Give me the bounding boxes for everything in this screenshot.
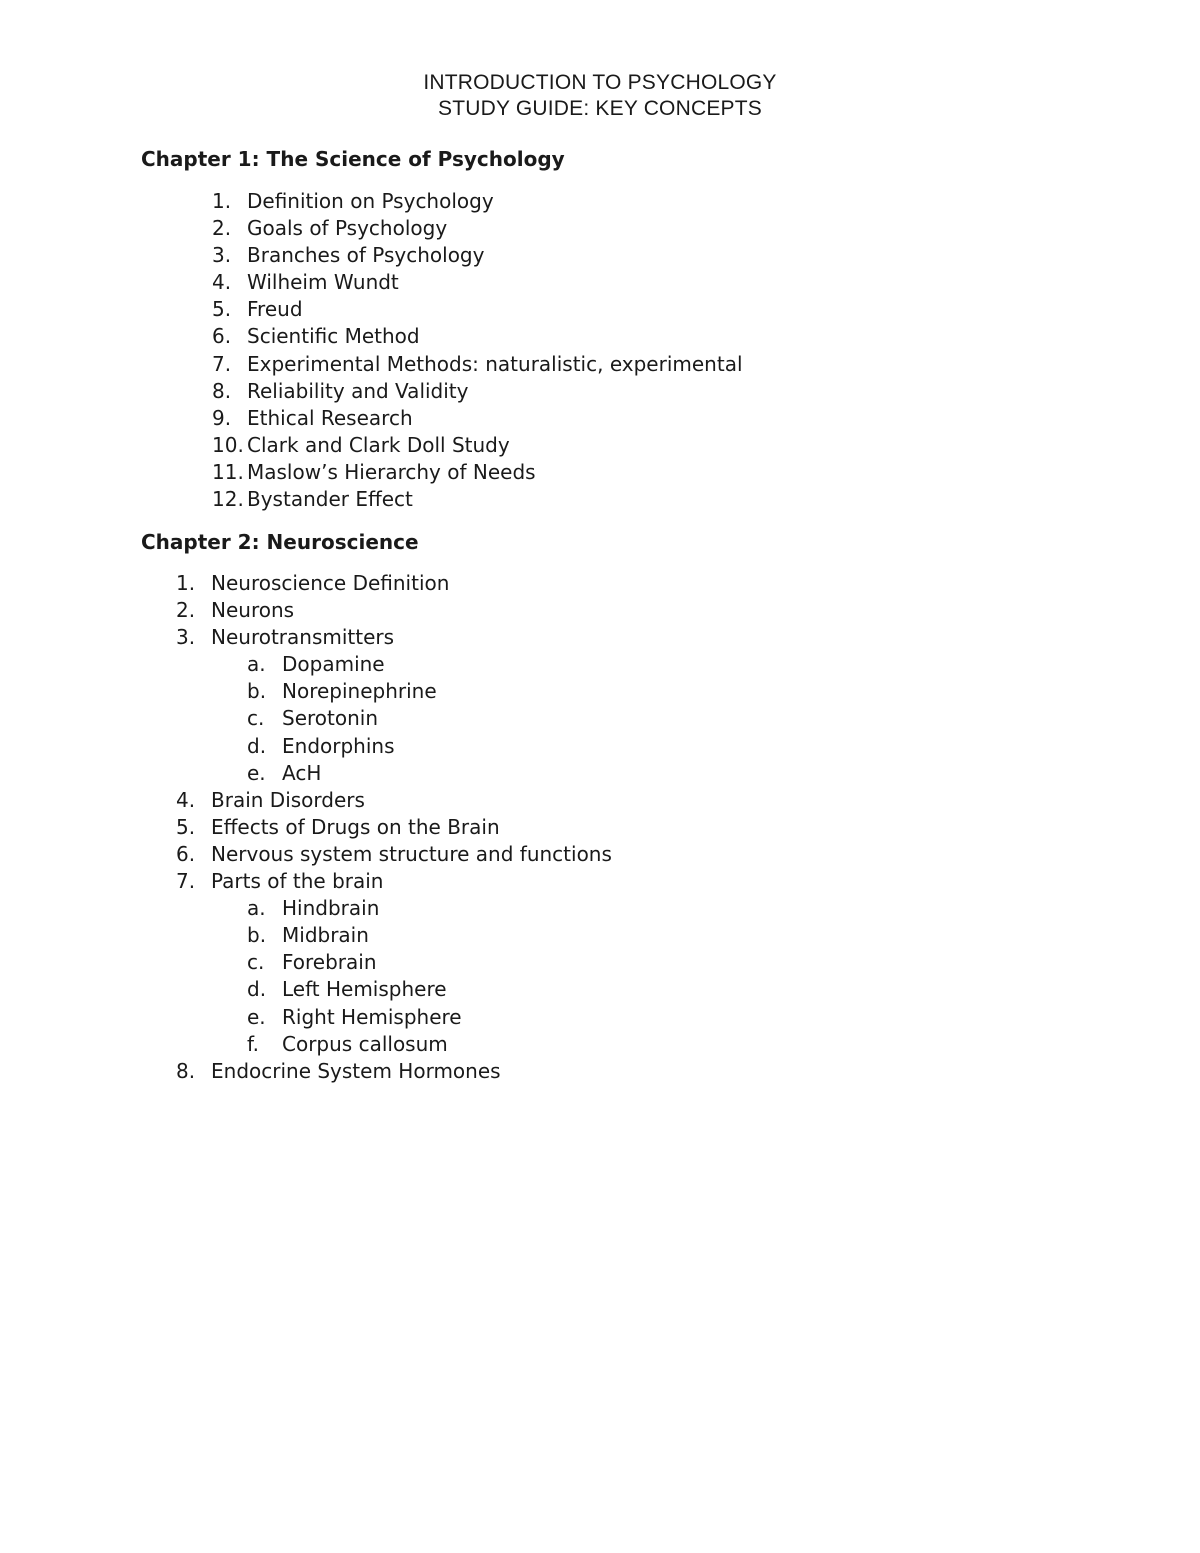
list-item-text: Ethical Research [247, 405, 413, 430]
list-item-text: Clark and Clark Doll Study [247, 432, 510, 457]
sublist-item-text: Dopamine [282, 652, 385, 677]
document-title-line-2: STUDY GUIDE: KEY CONCEPTS [438, 97, 762, 120]
list-item-text: Neurons [211, 598, 295, 623]
list-marker: 1. [176, 571, 196, 595]
list-marker: 2. [176, 598, 196, 623]
sublist-marker: b. [247, 679, 267, 704]
chapter-2-heading: Chapter 2: Neuroscience [141, 530, 419, 554]
chapter-1-heading: Chapter 1: The Science of Psychology [141, 147, 565, 171]
sublist-marker: f. [247, 1031, 259, 1056]
list-marker: 9. [212, 405, 232, 430]
sublist-item-text: Serotonin [282, 706, 379, 731]
sublist-marker: a. [247, 652, 266, 677]
list-marker: 1. [212, 189, 232, 213]
list-marker: 7. [176, 869, 196, 894]
list-marker: 2. [212, 216, 232, 241]
list-marker: 3. [176, 625, 196, 650]
list-marker: 5. [176, 814, 196, 839]
sublist-marker: a. [247, 896, 266, 921]
list-marker: 11. [212, 459, 244, 484]
sublist-marker: d. [247, 977, 267, 1002]
list-item-text: Goals of Psychology [247, 216, 448, 241]
sublist-item-text: Left Hemisphere [282, 977, 447, 1002]
list-item-text: Parts of the brain [211, 869, 384, 894]
sublist-marker: c. [247, 950, 265, 975]
sublist-item-text: Right Hemisphere [282, 1004, 462, 1029]
document-title-line-1: INTRODUCTION TO PSYCHOLOGY [423, 71, 777, 94]
list-marker: 4. [212, 270, 232, 295]
list-item-text: Wilheim Wundt [247, 270, 399, 295]
sublist-item-text: Forebrain [282, 950, 377, 975]
list-marker: 10. [212, 432, 244, 457]
list-item-text: Brain Disorders [211, 787, 365, 812]
list-item-text: Neuroscience Definition [211, 571, 450, 595]
list-item-text: Branches of Psychology [247, 243, 485, 268]
list-marker: 8. [176, 1058, 196, 1083]
sublist-item-text: Midbrain [282, 923, 369, 948]
list-item-text: Endocrine System Hormones [211, 1058, 501, 1083]
list-item-text: Effects of Drugs on the Brain [211, 814, 500, 839]
sublist-marker: d. [247, 733, 267, 758]
list-item-text: Freud [247, 297, 303, 322]
list-marker: 8. [212, 378, 232, 403]
list-item-text: Nervous system structure and functions [211, 841, 612, 866]
list-marker: 6. [212, 324, 232, 349]
sublist-item-text: Endorphins [282, 733, 395, 758]
list-marker: 3. [212, 243, 232, 268]
list-marker: 6. [176, 841, 196, 866]
list-item-text: Scientific Method [247, 324, 420, 349]
list-item-text: Maslow’s Hierarchy of Needs [247, 459, 536, 484]
list-marker: 4. [176, 787, 196, 812]
list-item-text: Definition on Psychology [247, 189, 494, 213]
sublist-marker: e. [247, 760, 266, 785]
list-item-text: Experimental Methods: naturalistic, experimental [247, 351, 743, 376]
list-marker: 7. [212, 351, 232, 376]
sublist-item-text: Hindbrain [282, 896, 380, 921]
sublist-item-text: Corpus callosum [282, 1031, 448, 1056]
list-item-text: Neurotransmitters [211, 625, 395, 650]
sublist-marker: c. [247, 706, 265, 731]
list-item-text: Reliability and Validity [247, 378, 469, 403]
sublist-marker: e. [247, 1004, 266, 1029]
list-item-text: Bystander Effect [247, 487, 413, 512]
sublist-item-text: AcH [282, 760, 322, 785]
list-marker: 5. [212, 297, 232, 322]
list-marker: 12. [212, 487, 244, 512]
sublist-item-text: Norepinephrine [282, 679, 437, 704]
sublist-marker: b. [247, 923, 267, 948]
